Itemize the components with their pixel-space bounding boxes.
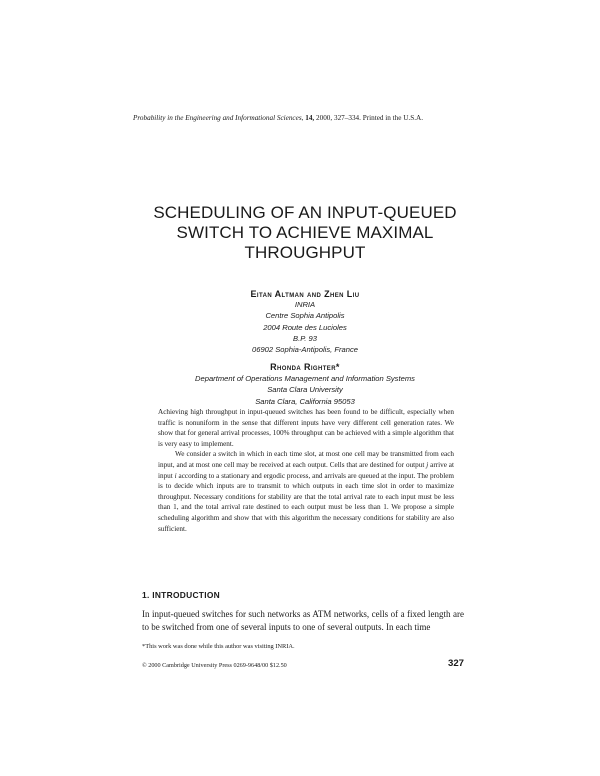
title-line: SCHEDULING OF AN INPUT-QUEUED [153,203,457,222]
page-number: 327 [447,658,464,669]
body-paragraph: In input-queued switches for such networks as ATM networks, cells of a fixed length are to be switched from one of several inputs to one of several outputs. In each time [142,609,464,632]
abstract-paragraph-1: Achieving high throughput in input-queued switches has been found to be difficult, especially when traffic is nonuniform in the sense that different inputs have very different cell generation rates. We show that for general arrival processes, 100% throughput can be achieved with a simple algorithm that is very easy to implement. [158,408,454,448]
journal-pages-info: 2000, 327–334. Printed in the U.S.A. [316,114,424,122]
affiliation-line: B.P. 93 [293,333,317,343]
affiliation-santa-clara [120,373,490,407]
affiliation-inria [120,299,490,355]
affiliation-line: Centre Sophia Antipolis [265,311,345,321]
math-variable-j: j [426,460,429,469]
second-author: Rhonda Righter* [270,362,340,372]
copyright-line: © 2000 Cambridge University Press 0269-9648/00 $12.50 [142,662,287,669]
journal-header [133,114,463,122]
affiliation-line: Santa Clara University [267,385,343,395]
title-line: SWITCH TO ACHIEVE MAXIMAL [176,223,434,242]
math-variable-i: i [174,471,177,480]
section-heading: 1. INTRODUCTION [142,590,221,600]
abstract-text: according to a stationary and ergodic process, and arrivals are queued at the input. The problem is to decide which inputs are to transmit to which outputs in each time slot in order to maximize throughput. Necessary conditions for stability are that the total arrival rate to each input must be less than 1, and the total arrival rate destined to each output must be less than 1. We propose a simple scheduling algorithm and show that with this algorithm the necessary conditions for stability are also sufficient. [158,471,454,533]
affiliation-line: Department of Operations Management and Information Systems [195,374,415,383]
abstract-paragraph-2 [158,449,454,534]
journal-name: Probability in the Engineering and Informational Sciences, [133,114,304,122]
affiliation-line: INRIA [294,300,316,309]
paper-title [120,203,490,263]
affiliation-line: Santa Clara, California 95053 [255,396,355,406]
title-line: THROUGHPUT [244,243,366,262]
body-text [142,608,464,634]
abstract-text: We consider a switch in which in each time slot, at most one cell may be transmitted from each input, and at most one cell may be received at each output. Cells that are destined for output [158,450,454,469]
abstract [158,407,454,534]
authors-line: Eitan Altman and Zhen Liu [250,289,360,299]
affiliation-line: 2004 Route des Lucioles [263,322,347,332]
footnote: *This work was done while this author was visiting INRIA. [142,643,295,650]
journal-volume: 14, [305,114,315,122]
affiliation-line: 06902 Sophia-Antipolis, France [252,345,358,355]
abstract-text: arrive at input [158,460,454,480]
